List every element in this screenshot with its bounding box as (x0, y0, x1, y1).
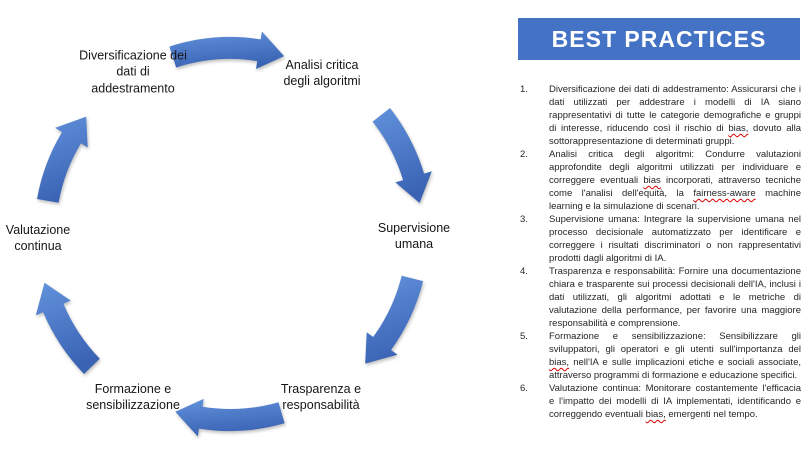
stage-label-valutazione-continua: Valutazione continua (5, 222, 71, 253)
list-item-text: Supervisione umana: Integrare la supervisione umana nel processo decisionale automatizzato per identificare e correggere i risultati discriminatori o non rappresentativi prodotti dagli algoritmi di IA. (549, 214, 801, 264)
list-item-text: Trasparenza e responsabilità: Fornire una documentazione chiara e trasparente sui processi decisionali dell'IA, inclusi i dati utilizzati, gli algoritmi adottati e le metriche di valutazione della performance, per favorire una maggiore responsabilità e comprensione. (549, 266, 801, 329)
list-item-number: 1. (520, 84, 528, 95)
list-item-text: Valutazione continua: Monitorare costantemente l'efficacia e l'impatto dei modelli di IA implementati, identificando e correggendo eventuali bias, emergenti nel tempo. (549, 383, 801, 420)
list-item (520, 330, 801, 382)
list-item (520, 265, 801, 330)
list-item-text: Analisi critica degli algoritmi: Condurre valutazioni approfondite degli algoritmi utilizzati per individuare e correggere eventuali bias incorporati, attraverso tecniche come l'analisi dell'equità, la fairness-aware machine learning e la simulazione di scenari. (549, 149, 801, 212)
stage-label-supervisione-umana: Supervisione umana (377, 220, 451, 251)
list-item (520, 213, 801, 265)
cycle-arrow-icon (36, 283, 100, 374)
list-item-number: 4. (520, 266, 528, 277)
list-item-number: 2. (520, 149, 528, 160)
list-item-number: 3. (520, 214, 528, 225)
cycle-arrow-icon (37, 117, 88, 203)
cycle-arrow-icon (365, 276, 423, 364)
list-item (520, 83, 801, 148)
stage-label-formazione: Formazione e sensibilizzazione (86, 381, 180, 412)
list-item (520, 148, 801, 213)
list-item (520, 382, 801, 421)
list-item-number: 6. (520, 383, 528, 394)
panel-title: BEST PRACTICES (518, 18, 800, 60)
stage-label-analisi-critica: Analisi critica degli algoritmi (283, 57, 361, 88)
best-practices-list (520, 83, 801, 421)
stage-label-trasparenza: Trasparenza e responsabilità (280, 381, 362, 412)
list-item-number: 5. (520, 331, 528, 342)
cycle-arrow-icon (373, 108, 432, 203)
list-item-text: Diversificazione dei dati di addestramento: Assicurarsi che i dati utilizzati per addestrare i modelli di IA siano rappresentativi di tutte le categorie demografiche e gruppi di interesse, riducendo così il rischio di bias, dovuto alla sottorappresentazione di determinati gruppi. (549, 84, 801, 147)
stage-label-diversificazione-dati: Diversificazione dei dati di addestramento (79, 48, 187, 96)
list-item-text: Formazione e sensibilizzazione: Sensibilizzare gli sviluppatori, gli operatori e gli utenti sull'importanza del bias, nell'IA e sulle implicazioni etiche e sociali associate, attraverso programmi di formazione e educazione specifici. (549, 331, 801, 381)
